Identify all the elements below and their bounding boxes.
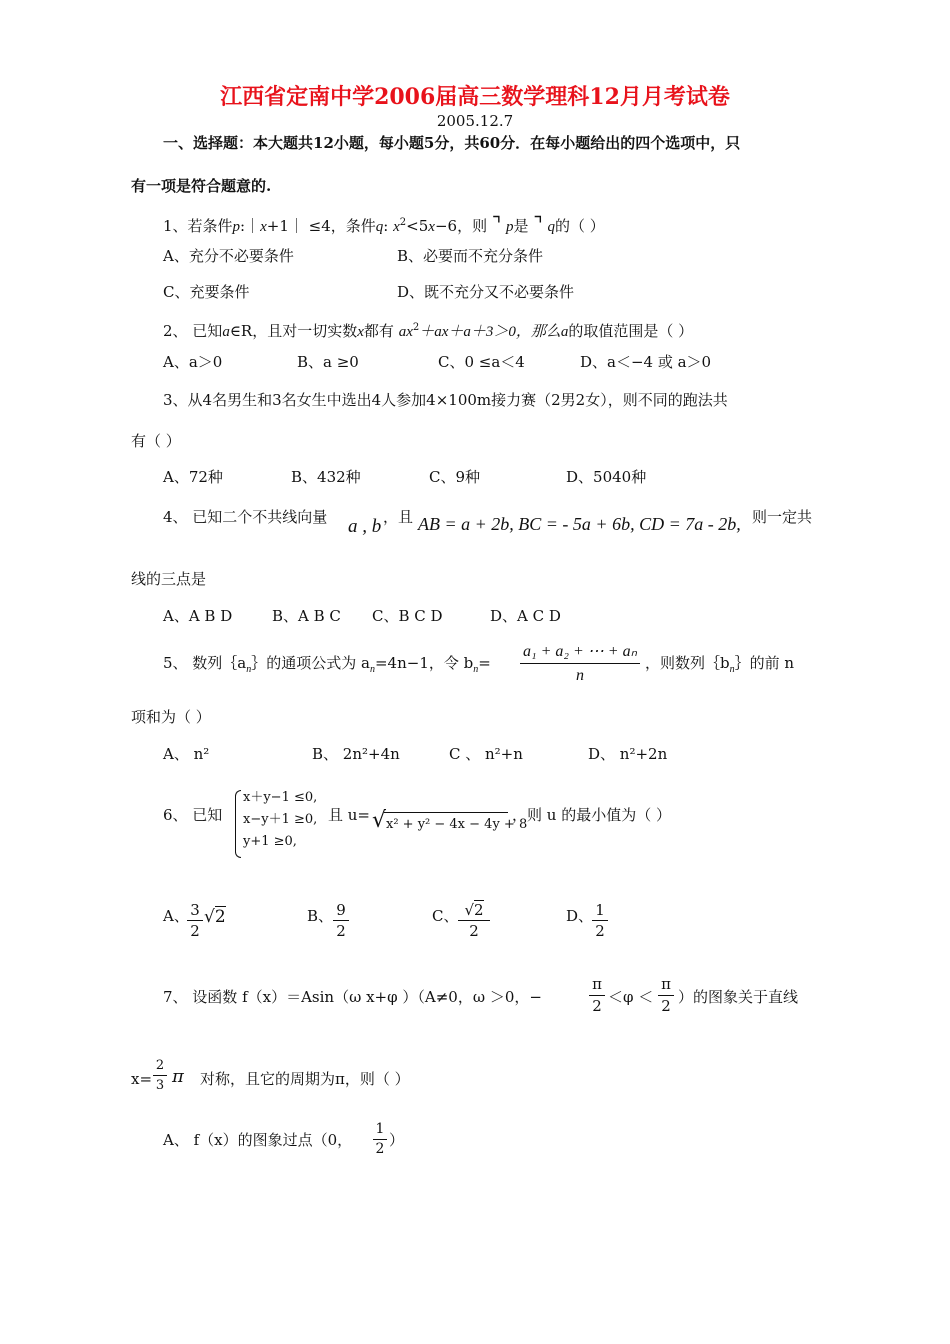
question-6-inequality-1: x＋y−1 ≤0, — [243, 790, 318, 805]
question-6-option-c-label: C、 — [432, 907, 459, 925]
question-7-option-a-fraction: 1 2 — [373, 1120, 387, 1159]
question-6-option-d-label: D、 — [566, 907, 594, 925]
question-7-option-a: A、 f（x）的图象过点（0， — [163, 1131, 353, 1149]
question-4-vectors: a , b — [348, 516, 382, 537]
question-4-stem: 4、 已知二个不共线向量 — [163, 508, 328, 526]
question-5-option-d: D、 n²+2n — [588, 745, 668, 763]
question-6-option-d-fraction: 1 2 — [592, 900, 608, 941]
section-heading-line2: 有一项是符合题意的. — [131, 177, 272, 195]
question-5-stem-end: ，则数列$\{b_n\}$的前 n — [645, 654, 795, 675]
exam-date: 2005.12.7 — [436, 112, 514, 130]
question-2-option-c: C、0 ≤a＜4 — [438, 353, 525, 371]
question-1-option-a: A、充分不必要条件 — [163, 247, 294, 265]
question-5-fraction — [520, 641, 640, 688]
question-5-option-b: B、 2n²+4n — [312, 745, 400, 763]
question-5-fraction-denominator: n — [576, 667, 584, 684]
question-2-stem: 2、 已知a∈R，且对一切实数x都有 $ax^2+ax+a+3>0$，那么a的取值范围是（ ） — [163, 322, 694, 340]
question-6-sqrt-sign: √ — [372, 808, 387, 833]
question-1-stem: 1、若条件p:｜x+1｜ ≤4，条件q: $x^2<5x-6$，则 ⌝ p是 ⌝ q的（ ） — [163, 212, 605, 236]
question-7-fraction-right: π 2 — [658, 974, 674, 1017]
question-4-stem-end: 则一定共 — [752, 508, 813, 526]
question-1-option-c: C、充要条件 — [163, 283, 250, 301]
question-5-fraction-numerator: a₁ + a₂ + ⋯ + aₙ — [520, 641, 640, 664]
question-3-option-c: C、9种 — [429, 468, 481, 486]
question-6-inequality-2: x−y＋1 ≥0, — [243, 812, 318, 827]
question-1-option-b: B、必要而不充分条件 — [397, 247, 544, 265]
question-4-expression: AB = a + 2b, BC = - 5a + 6b, CD = 7a - 2b, — [418, 514, 741, 534]
question-6-stem: 6、 已知 — [163, 806, 223, 824]
question-4-option-b: B、A B C — [272, 607, 341, 625]
question-2-option-b: B、a ≥0 — [297, 353, 359, 371]
question-7-pi: π — [172, 1066, 184, 1087]
question-7-inequality: ＜φ ＜ — [608, 988, 654, 1006]
question-1-option-d: D、既不充分又不必要条件 — [397, 283, 575, 301]
question-3-stem-line2: 有（ ） — [131, 432, 181, 450]
question-7-fraction-left: π 2 — [589, 974, 605, 1017]
question-4-option-c: C、B C D — [372, 607, 443, 625]
question-5-option-c: C 、 n²+n — [449, 745, 523, 763]
section-heading-line1: 一、选择题：本大题共12小题，每小题5分，共60分．在每小题给出的四个选项中，只 — [163, 134, 741, 152]
question-6-option-b-fraction: 9 2 — [333, 900, 349, 941]
question-6-option-c-fraction: √2 2 — [458, 900, 490, 941]
question-6-system-brace — [235, 790, 241, 858]
question-7-stem: 7、 设函数 f（x）＝Asin（ω x+φ ）（A≠0，ω ＞0，− — [163, 988, 542, 1006]
question-4-comma: ，且 — [383, 508, 414, 526]
question-4-option-a: A、A B D — [163, 607, 233, 625]
page-title: 江西省定南中学2006届高三数学理科12月月考试卷 — [220, 84, 730, 110]
question-7-stem-line2: 对称，且它的周期为π，则（ ） — [200, 1070, 410, 1088]
question-3-option-a: A、72种 — [163, 468, 223, 486]
question-6-option-a-sqrt: √2 — [204, 907, 226, 927]
question-7-line-fraction: 2 3 — [153, 1056, 167, 1095]
question-6-system — [243, 787, 317, 853]
question-3-stem-line1: 3、从4名男生和3名女生中选出4人参加4×100m接力赛（2男2女），则不同的跑法共 — [163, 391, 728, 409]
question-6-radicand: x² + y² − 4x − 4y + 8 — [386, 817, 528, 832]
question-5-stem-line2: 项和为（ ） — [131, 708, 211, 726]
question-5-option-a: A、 n² — [163, 745, 210, 763]
question-4-stem-line2: 线的三点是 — [131, 570, 207, 588]
question-3-option-b: B、432种 — [291, 468, 361, 486]
question-6-sqrt-bar — [384, 812, 508, 813]
question-7-stem-end: ）的图象关于直线 — [678, 988, 799, 1006]
question-6-option-a-label: A、 — [163, 907, 189, 925]
question-2-option-a: A、a＞0 — [163, 353, 223, 371]
question-7-x-equals: x= — [131, 1070, 153, 1088]
question-6-u-label: 且 u= — [328, 806, 370, 824]
question-6-inequality-3: y+1 ≥0, — [243, 834, 297, 849]
question-3-option-d: D、5040种 — [566, 468, 647, 486]
question-5-stem: 5、 数列$\{a_n\}$的通项公式为 $a_n=4n-1$，令 $b_n=$ — [163, 654, 491, 675]
question-6-stem-end: ，则 u 的最小值为（ ） — [512, 806, 671, 824]
question-4-option-d: D、A C D — [490, 607, 561, 625]
question-7-option-a-end: ） — [389, 1131, 405, 1149]
question-6-option-a-fraction: 3 2 — [187, 900, 203, 941]
question-6-option-b-label: B、 — [307, 907, 334, 925]
question-2-option-d: D、a＜−4 或 a＞0 — [580, 353, 712, 371]
